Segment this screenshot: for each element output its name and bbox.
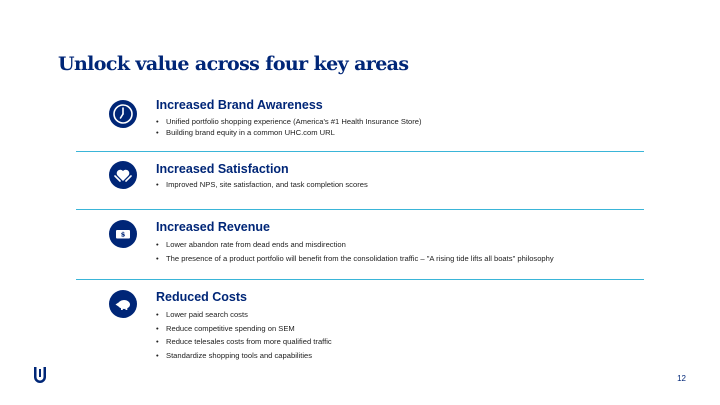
list-item: • Lower abandon rate from dead ends and misdirection xyxy=(156,238,554,252)
heart-hands-icon xyxy=(109,161,137,189)
list-item: • Unified portfolio shopping experience (America's #1 Health Insurance Store) xyxy=(156,117,422,128)
section-heading: Reduced Costs xyxy=(156,290,247,304)
section-divider xyxy=(76,151,644,152)
section-heading: Increased Revenue xyxy=(156,220,270,234)
list-item: • Standardize shopping tools and capabilities xyxy=(156,349,332,363)
section-divider xyxy=(76,279,644,280)
page-number: 12 xyxy=(677,374,686,383)
list-item: • Building brand equity in a common UHC.com URL xyxy=(156,128,422,139)
section-divider xyxy=(76,209,644,210)
list-item: • Reduce competitive spending on SEM xyxy=(156,322,332,336)
section-heading: Increased Satisfaction xyxy=(156,162,289,176)
svg-text:$: $ xyxy=(120,230,126,239)
piggy-bank-icon xyxy=(109,290,137,318)
brand-logo-icon xyxy=(33,366,47,384)
dollar-bill-icon xyxy=(109,220,137,248)
list-item: • Improved NPS, site satisfaction, and task completion scores xyxy=(156,180,368,191)
clock-icon xyxy=(109,100,137,128)
bullet-list xyxy=(156,117,422,138)
slide-title: Unlock value across four key areas xyxy=(58,53,409,75)
bullet-list xyxy=(156,180,368,191)
list-item: • Reduce telesales costs from more qualified traffic xyxy=(156,335,332,349)
bullet-list xyxy=(156,238,554,266)
section-heading: Increased Brand Awareness xyxy=(156,98,323,112)
list-item: • The presence of a product portfolio will benefit from the consolidation traffic – "A rising tide lifts all boats" philosophy xyxy=(156,252,554,266)
bullet-list xyxy=(156,308,332,363)
list-item: • Lower paid search costs xyxy=(156,308,332,322)
